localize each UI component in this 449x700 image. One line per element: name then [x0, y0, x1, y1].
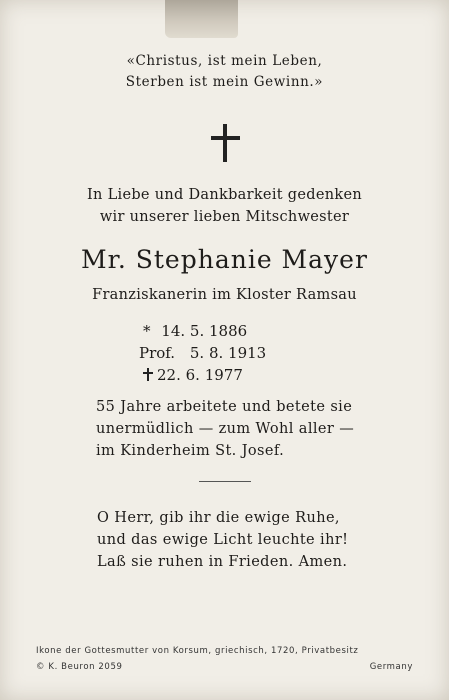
copyright: © K. Beuron 2059 [36, 662, 123, 672]
prayer-text [97, 507, 348, 573]
birth-star-icon: * [143, 322, 151, 340]
intro-line-1: In Liebe und Dankbarkeit gedenken [87, 187, 362, 203]
country: Germany [369, 662, 413, 672]
intro [0, 184, 449, 228]
death-date: 22. 6. 1977 [157, 366, 243, 384]
work-line-3: im Kinderheim St. Josef. [96, 443, 285, 459]
motto-line-2: Sterben ist mein Gewinn.» [125, 74, 324, 90]
divider [199, 481, 251, 482]
birth-date: 14. 5. 1886 [161, 322, 248, 340]
prayer-line-1: O Herr, gib ihr die ewige Ruhe, [97, 510, 340, 526]
order-subtitle: Franziskanerin im Kloster Ramsau [92, 287, 357, 303]
work-line-2: unermüdlich — zum Wohl aller — [96, 421, 355, 437]
prayer-line-2: und das ewige Licht leuchte ihr! [97, 532, 349, 548]
deceased-name: Mr. Stephanie Mayer [81, 245, 368, 274]
image-credit: Ikone der Gottesmutter von Korsum, griechisch, 1720, Privatbesitz [36, 646, 359, 656]
motto [0, 51, 449, 93]
prayer-line-3: Laß sie ruhen in Frieden. Amen. [97, 554, 348, 570]
profession-label: Prof. [139, 344, 176, 362]
work-line-1: 55 Jahre arbeitete und betete sie [96, 399, 353, 415]
cross-icon [211, 124, 240, 162]
motto-line-1: «Christus, ist mein Leben, [126, 53, 323, 69]
intro-line-2: wir unserer lieben Mitschwester [99, 209, 350, 225]
tape-strip [165, 0, 238, 38]
profession-date: 5. 8. 1913 [189, 344, 267, 362]
work-text [96, 396, 354, 462]
death-cross-icon [143, 368, 153, 381]
footer [36, 643, 413, 675]
